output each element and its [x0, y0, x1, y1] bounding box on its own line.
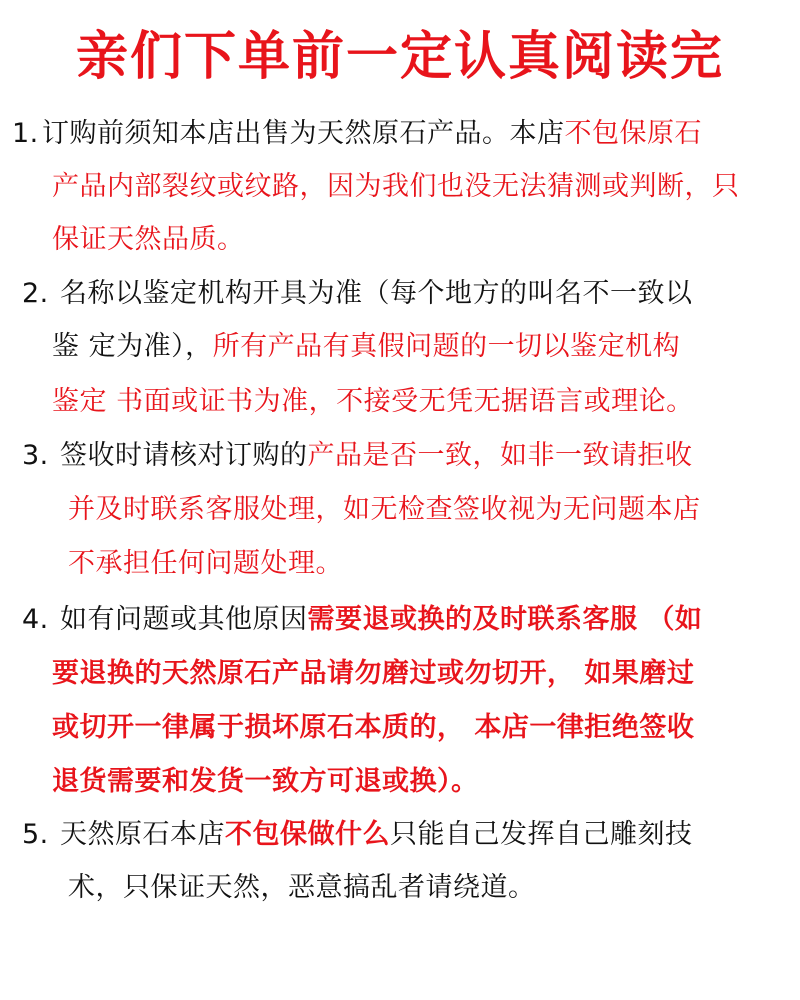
notice-line [52, 218, 245, 262]
notice-text: 如有问题或其他原因 [60, 604, 308, 635]
notice-line [52, 380, 694, 424]
notice-text-emphasis: 退货需要和发货一致方可退或换）。 [52, 766, 479, 797]
notice-line [68, 488, 701, 532]
notice-text: 只能自己发挥自己雕刻技 [390, 819, 693, 850]
page-title: 亲们下单前一定认真阅读完 [75, 27, 724, 87]
notice-text-emphasis: 产品内部裂纹或纹路，因为我们也没无法猜测或判断， [52, 171, 712, 202]
notice-line [68, 542, 343, 586]
notice-text: 术，只保证天然，恶意搞乱者请绕道。 [68, 872, 536, 903]
notice-text-emphasis: 不包保原石 [564, 118, 702, 149]
notice-text: 天然原石本店 [60, 819, 225, 850]
notice-text-emphasis: 要退换的天然原石产品请勿磨过或勿切开， 如果磨过 [52, 658, 695, 689]
notice-text: 名称以鉴定机构开具为准（每个地方的叫名不一致以 [60, 278, 693, 309]
item-number: 4. [22, 604, 49, 635]
notice-line [52, 652, 694, 696]
notice-line [52, 325, 680, 369]
notice-line [60, 598, 702, 642]
notice-text-emphasis: 鉴定 书面或证书为准，不接受无凭无据语言或理论。 [52, 386, 694, 417]
item-number: 3. [22, 440, 49, 471]
notice-text-emphasis: 并及时联系客服处理，如无检查签收视为无问题本店 [68, 494, 701, 525]
notice-text-emphasis: 需要退或换的及时联系客服 （如 [307, 604, 703, 635]
notice-text-emphasis: 保证天然品质。 [52, 224, 245, 255]
notice-text: 签收时请核对订购的 [60, 440, 308, 471]
item-number: 5. [22, 819, 49, 850]
notice-line [42, 112, 702, 156]
notice-text-emphasis: 或切开一律属于损坏原石本质的， 本店一律拒绝签收 [52, 712, 695, 743]
notice-text-emphasis: 只 [712, 171, 740, 202]
notice-text: 订购前须知本店出售为天然原石产品。本店 [42, 118, 565, 149]
notice-line [52, 706, 694, 750]
notice-text-emphasis: 不包保做什么 [225, 819, 390, 850]
item-number: 1. [12, 118, 39, 149]
notice-line [68, 866, 536, 910]
notice-text-emphasis: 所有产品有真假问题的一切以鉴定机构 [212, 331, 681, 362]
notice-text-emphasis: 产品是否一致，如非一致请拒收 [307, 440, 693, 471]
notice-line [60, 272, 693, 316]
notice-line [60, 434, 693, 478]
notice-line [52, 760, 479, 804]
notice-text: 鉴 定为准）， [52, 331, 213, 362]
notice-line [52, 165, 740, 209]
notice-line [60, 813, 693, 857]
item-number: 2. [22, 278, 49, 309]
notice-text-emphasis: 不承担任何问题处理。 [68, 548, 343, 579]
